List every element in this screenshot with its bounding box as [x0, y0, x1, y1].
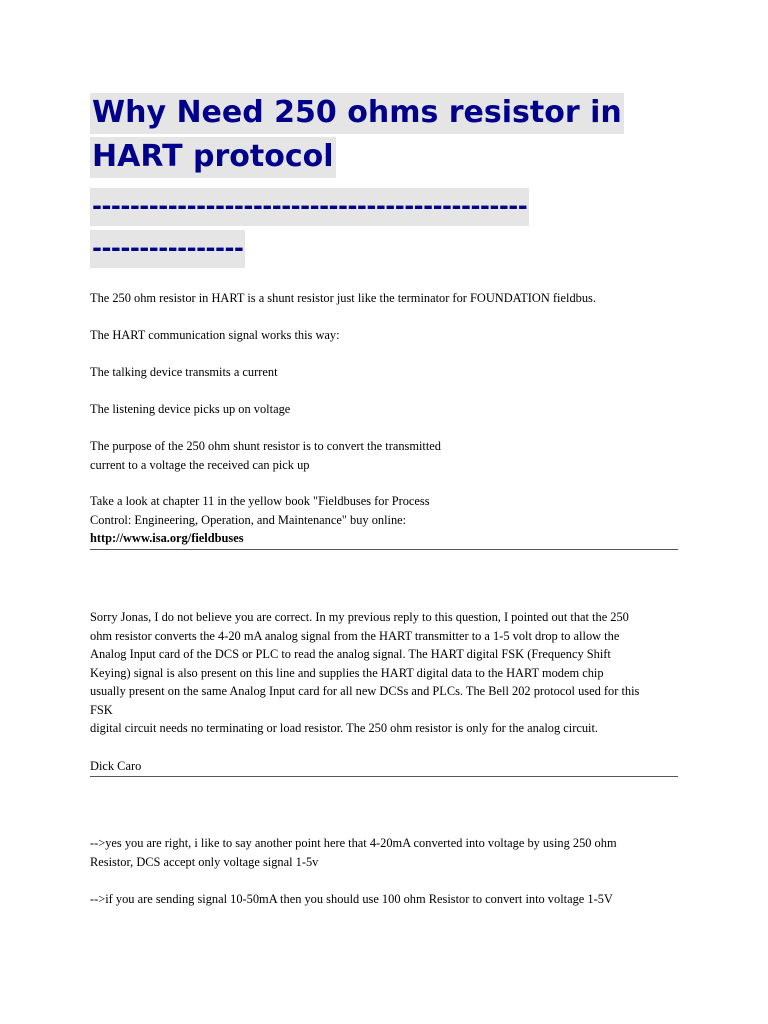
isa-fieldbuses-link[interactable]: http://www.isa.org/fieldbuses [90, 531, 244, 545]
post2-line-1: Sorry Jonas, I do not believe you are correct. In my previous reply to this question, I pointed out that the 250 [90, 610, 629, 624]
post2-signature: Dick Caro [90, 759, 142, 773]
post2-body [90, 608, 700, 738]
post-divider-2 [90, 776, 678, 777]
post1-paragraph-6-line-2: Control: Engineering, Operation, and Maintenance" buy online: [90, 512, 407, 527]
dash-separator-line-2: ---------------- [90, 230, 245, 268]
post2-line-6: FSK [90, 702, 113, 717]
post1-paragraph-2: The HART communication signal works this way: [90, 328, 340, 342]
dash-separator-line-1: ---------------------------------------------- [90, 188, 529, 226]
post3-paragraph-2: -->if you are sending signal 10-50mA then you should use 100 ohm Resistor to convert into voltage 1-5V [90, 892, 613, 906]
post-divider-1 [90, 549, 678, 550]
post1-paragraph-4: The listening device picks up on voltage [90, 402, 291, 416]
page-title-line-1: Why Need 250 ohms resistor in [90, 93, 624, 134]
post3-paragraph-1-line-2: Resistor, DCS accept only voltage signal 1-5v [90, 854, 319, 869]
post2-line-3: Analog Input card of the DCS or PLC to read the analog signal. The HART digital FSK (Frequency Shift [90, 647, 611, 661]
post3-paragraph-1-line-1: -->yes you are right, i like to say another point here that 4-20mA converted into voltage by using 250 ohm [90, 836, 617, 850]
post1-paragraph-6-line-1: Take a look at chapter 11 in the yellow book "Fieldbuses for Process [90, 494, 430, 508]
post1-paragraph-5-line-1: The purpose of the 250 ohm shunt resistor is to convert the transmitted [90, 439, 442, 453]
post1-paragraph-5 [90, 437, 690, 474]
post2-line-5: usually present on the same Analog Input card for all new DCSs and PLCs. The Bell 202 protocol used for this [90, 684, 640, 698]
post1-paragraph-6 [90, 492, 690, 548]
post1-paragraph-5-line-2: current to a voltage the received can pick up [90, 457, 310, 472]
post1-paragraph-1: The 250 ohm resistor in HART is a shunt resistor just like the terminator for FOUNDATION fieldbus. [90, 291, 596, 305]
post1-paragraph-3: The talking device transmits a current [90, 365, 278, 379]
page-title-line-2: HART protocol [90, 137, 336, 178]
post2-line-4: Keying) signal is also present on this line and supplies the HART digital data to the HART modem chip [90, 665, 604, 680]
post2-line-7: digital circuit needs no terminating or load resistor. The 250 ohm resistor is only for the analog circuit. [90, 721, 599, 735]
post3-paragraph-1 [90, 834, 700, 871]
post2-line-2: ohm resistor converts the 4-20 mA analog signal from the HART transmitter to a 1-5 volt drop to allow the [90, 628, 620, 643]
